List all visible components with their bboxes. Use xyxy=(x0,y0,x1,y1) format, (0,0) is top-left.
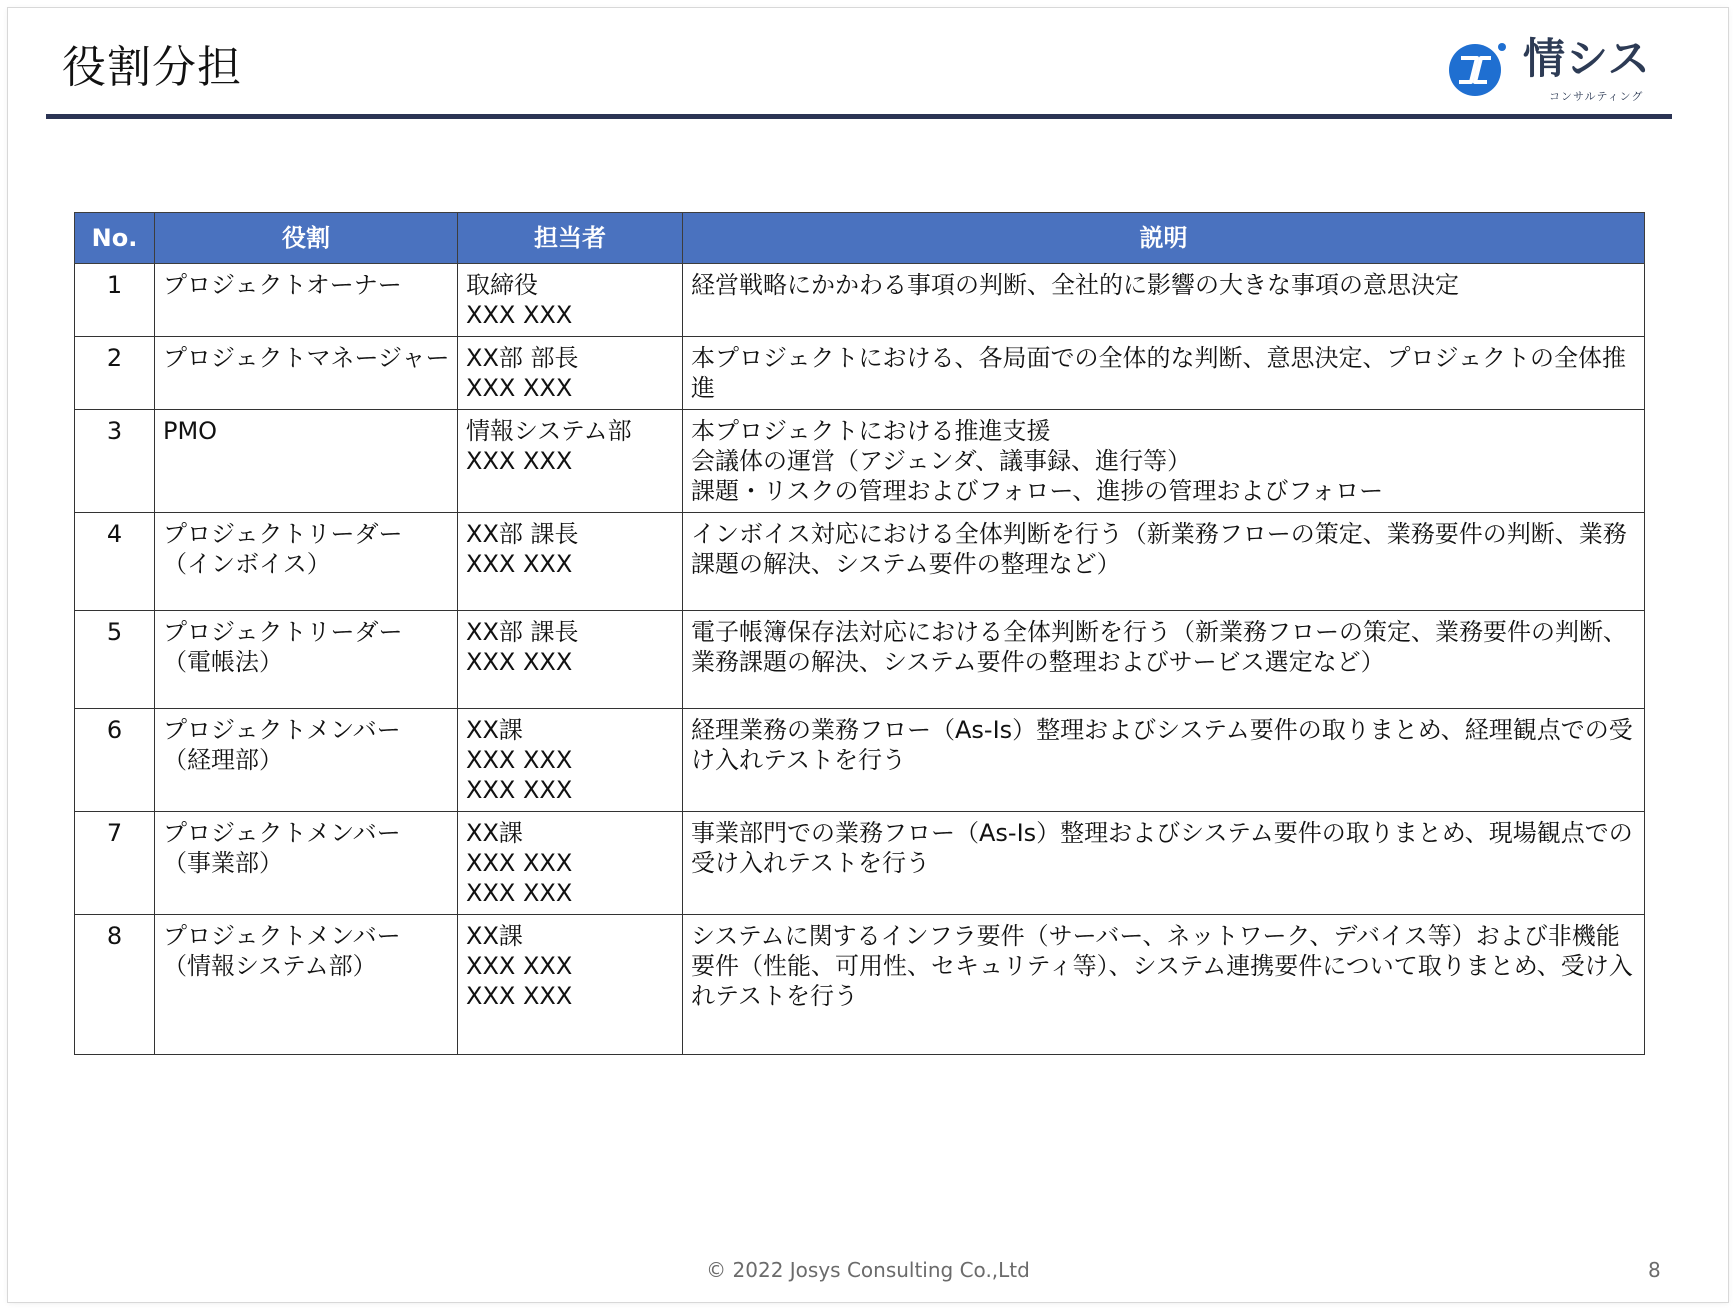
cell-role xyxy=(155,410,458,513)
cell-no: 2 xyxy=(75,337,155,410)
owner-line: XXX XXX xyxy=(466,648,573,676)
role-line: プロジェクトリーダー xyxy=(163,618,403,646)
role-line: （事業部） xyxy=(163,849,283,877)
owner-line: XXX XXX xyxy=(466,776,573,804)
cell-description xyxy=(683,264,1645,337)
cell-description xyxy=(683,611,1645,709)
cell-no: 5 xyxy=(75,611,155,709)
cell-role xyxy=(155,264,458,337)
page-title: 役割分担 xyxy=(62,42,242,93)
owner-line: XXX XXX xyxy=(466,952,573,980)
description-line: 事業部門での業務フロー（As-Is）整理およびシステム要件の取りまとめ、現場観点での受け入れテストを行う xyxy=(691,819,1633,877)
owner-line: XXX XXX xyxy=(466,982,573,1010)
roles-table xyxy=(74,212,1645,1055)
role-line: PMO xyxy=(163,417,218,445)
cell-owner xyxy=(458,812,683,915)
cell-owner xyxy=(458,709,683,812)
table-row xyxy=(75,264,1645,337)
description-line: 課題・リスクの管理およびフォロー、進捗の管理およびフォロー xyxy=(691,477,1384,505)
cell-description xyxy=(683,337,1645,410)
header-description: 説明 xyxy=(683,213,1645,264)
owner-line: XX部 部長 xyxy=(466,344,579,372)
table-row xyxy=(75,812,1645,915)
cell-description xyxy=(683,513,1645,611)
owner-line: XXX XXX xyxy=(466,550,573,578)
header-no: No. xyxy=(75,213,155,264)
role-line: （経理部） xyxy=(163,746,283,774)
owner-line: XXX XXX xyxy=(466,447,573,475)
description-line: 経理業務の業務フロー（As-Is）整理およびシステム要件の取りまとめ、経理観点での受け入れテストを行う xyxy=(691,716,1633,774)
cell-no: 8 xyxy=(75,915,155,1055)
description-line: 経営戦略にかかわる事項の判断、全社的に影響の大きな事項の意思決定 xyxy=(691,271,1459,299)
owner-line: XX部 課長 xyxy=(466,520,579,548)
logo-wordmark: 情シス xyxy=(1523,34,1651,83)
cell-owner xyxy=(458,611,683,709)
role-line: （情報システム部） xyxy=(163,952,377,980)
cell-no: 1 xyxy=(75,264,155,337)
cell-description xyxy=(683,410,1645,513)
cell-role xyxy=(155,611,458,709)
description-line: システムに関するインフラ要件（サーバー、ネットワーク、デバイス等）および非機能要件（性能、可用性、セキュリティ等）、システム連携要件について取りまとめ、受け入れテストを行う xyxy=(691,922,1633,1010)
cell-description xyxy=(683,812,1645,915)
table-row xyxy=(75,915,1645,1055)
owner-line: XX部 課長 xyxy=(466,618,579,646)
role-line: プロジェクトリーダー xyxy=(163,520,403,548)
cell-role xyxy=(155,513,458,611)
owner-line: XXX XXX xyxy=(466,849,573,877)
role-line: プロジェクトメンバー xyxy=(163,819,401,847)
table-row xyxy=(75,709,1645,812)
owner-line: 取締役 xyxy=(466,271,538,299)
description-line: 本プロジェクトにおける、各局面での全体的な判断、意思決定、プロジェクトの全体推進 xyxy=(691,344,1627,402)
cell-role xyxy=(155,812,458,915)
description-line: 本プロジェクトにおける推進支援 xyxy=(691,417,1051,445)
description-line: 会議体の運営（アジェンダ、議事録、進行等） xyxy=(691,447,1192,475)
table-header-row xyxy=(75,213,1645,264)
table-row xyxy=(75,513,1645,611)
cell-no: 4 xyxy=(75,513,155,611)
cell-owner xyxy=(458,337,683,410)
page-number: 8 xyxy=(1648,1258,1661,1282)
role-line: プロジェクトオーナー xyxy=(163,271,402,299)
owner-line: XXX XXX xyxy=(466,301,573,329)
cell-owner xyxy=(458,915,683,1055)
owner-line: 情報システム部 xyxy=(466,417,632,445)
role-line: プロジェクトメンバー xyxy=(163,716,401,744)
cell-no: 6 xyxy=(75,709,155,812)
role-line: プロジェクトマネージャー xyxy=(163,344,450,372)
cell-owner xyxy=(458,264,683,337)
role-line: （電帳法） xyxy=(163,648,283,676)
header-role: 役割 xyxy=(155,213,458,264)
table-row xyxy=(75,611,1645,709)
description-line: 電子帳簿保存法対応における全体判断を行う（新業務フローの策定、業務要件の判断、業務課題の解決、システム要件の整理およびサービス選定など） xyxy=(691,618,1627,676)
owner-line: XX課 xyxy=(466,922,523,950)
company-logo xyxy=(1447,34,1677,106)
role-line: （インボイス） xyxy=(163,550,331,578)
owner-line: XXX XXX xyxy=(466,746,573,774)
footer-copyright: © 2022 Josys Consulting Co.,Ltd xyxy=(706,1258,1030,1282)
logo-mark-icon xyxy=(1447,38,1509,100)
cell-no: 3 xyxy=(75,410,155,513)
owner-line: XX課 xyxy=(466,716,523,744)
table-row xyxy=(75,410,1645,513)
cell-role xyxy=(155,337,458,410)
cell-owner xyxy=(458,410,683,513)
header-owner: 担当者 xyxy=(458,213,683,264)
role-line: プロジェクトメンバー xyxy=(163,922,401,950)
cell-owner xyxy=(458,513,683,611)
owner-line: XX課 xyxy=(466,819,523,847)
cell-no: 7 xyxy=(75,812,155,915)
owner-line: XXX XXX xyxy=(466,374,573,402)
cell-description xyxy=(683,709,1645,812)
cell-role xyxy=(155,709,458,812)
table-row xyxy=(75,337,1645,410)
description-line: インボイス対応における全体判断を行う（新業務フローの策定、業務要件の判断、業務課題の解決、システム要件の整理など） xyxy=(691,520,1627,578)
owner-line: XXX XXX xyxy=(466,879,573,907)
cell-description xyxy=(683,915,1645,1055)
title-divider xyxy=(46,114,1672,119)
logo-subtitle: コンサルティング xyxy=(1549,90,1644,103)
cell-role xyxy=(155,915,458,1055)
